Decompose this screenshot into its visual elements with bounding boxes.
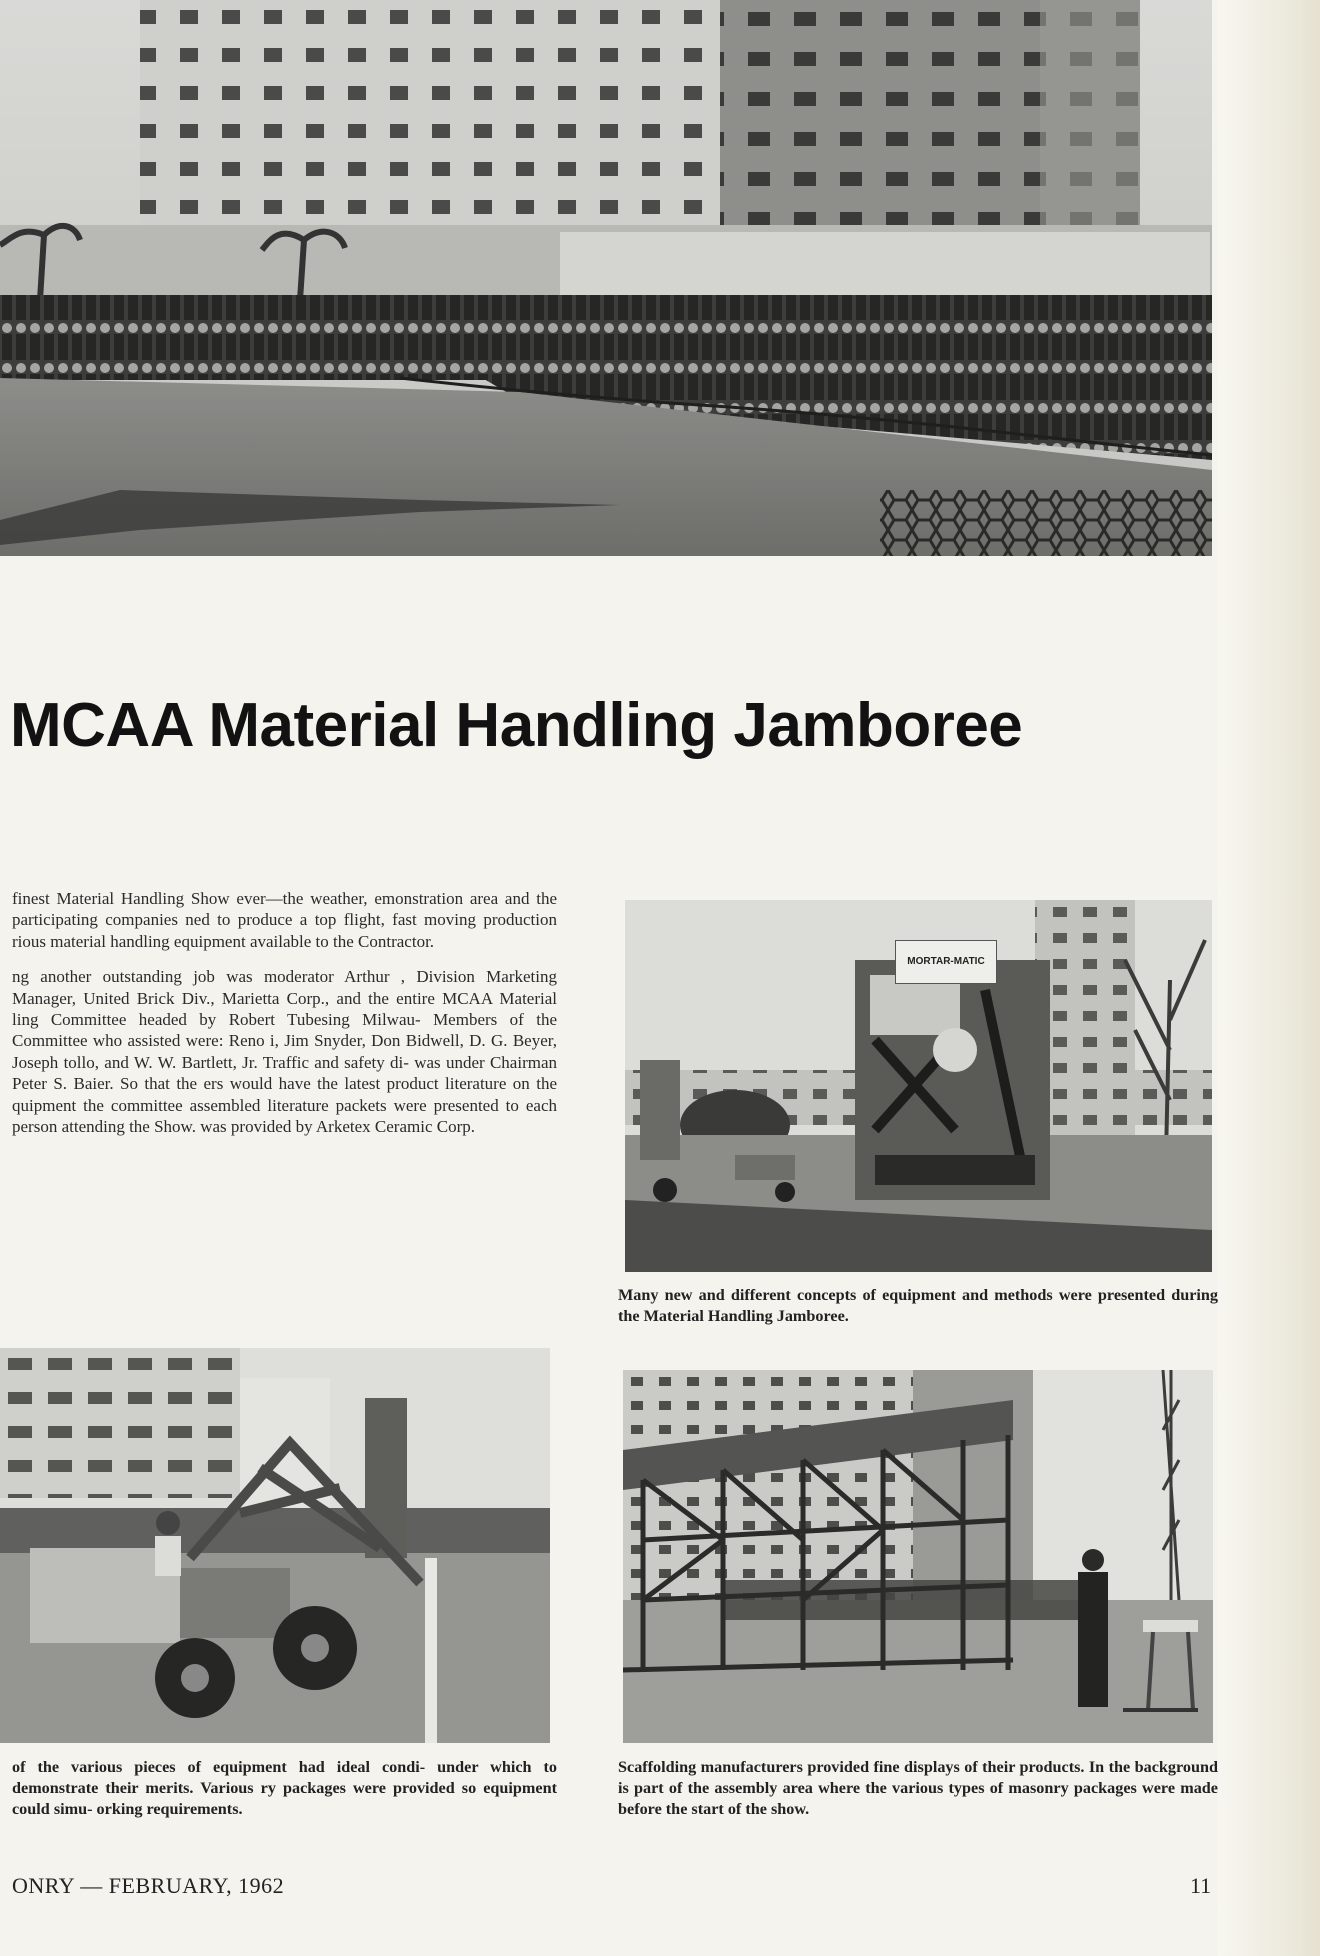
publication-footer: ONRY — FEBRUARY, 1962 xyxy=(12,1873,285,1898)
tractor-photo-illustration xyxy=(0,1348,550,1743)
mixer-sign xyxy=(895,940,997,984)
page-margin xyxy=(1218,0,1320,1956)
mixer-sign-text: MORTAR-MATIC xyxy=(907,956,985,967)
article-paragraph: finest Material Handling Show ever—the weather, emonstration area and the participating companies ned to produce a top flight, fast moving production rious material handling equipment available to the Contractor. xyxy=(12,889,557,951)
caption-scaffolding: Scaffolding manufacturers provided fine displays of their products. In the background is part of the assembly area where the various types of masonry packages were made before the start of the show. xyxy=(618,1758,1218,1818)
photo-crowd-demonstration xyxy=(0,0,1212,556)
photo-mortar-mixer xyxy=(625,900,1212,1272)
article-paragraph: ng another outstanding job was moderator Arthur , Division Marketing Manager, United Brick Div., Marietta Corp., and the entire MCAA Material ling Committee headed by Robert Tubesing Milwau- Members of the Committee who assisted were: Reno i, Jim Snyder, Don Bidwell, D. G. Beyer, Joseph tollo, and W. W. Bartlett, Jr. Traffic and safety di- was under Chairman Peter S. Baier. So that the ers would have the latest product literature on the quipment the committee assembled literature packets were presented to each person attending the Show. was provided by Arketex Ceramic Corp. xyxy=(12,967,557,1137)
crowd-photo-illustration xyxy=(0,0,1212,556)
photo-tractor-loader xyxy=(0,1348,550,1743)
article-body xyxy=(12,888,557,1151)
caption-demonstration: of the various pieces of equipment had ideal condi- under which to demonstrate their merits. Various ry packages were provided so equipment could simu- orking requirements. xyxy=(12,1758,557,1818)
article-title: MCAA Material Handling Jamboree xyxy=(10,691,1023,760)
photo-scaffolding xyxy=(623,1370,1213,1743)
scaffolding-photo-illustration xyxy=(623,1370,1213,1743)
caption-equipment-concepts: Many new and different concepts of equipment and methods were presented during the Material Handling Jamboree. xyxy=(618,1286,1218,1325)
page-number: 11 xyxy=(1190,1873,1212,1898)
